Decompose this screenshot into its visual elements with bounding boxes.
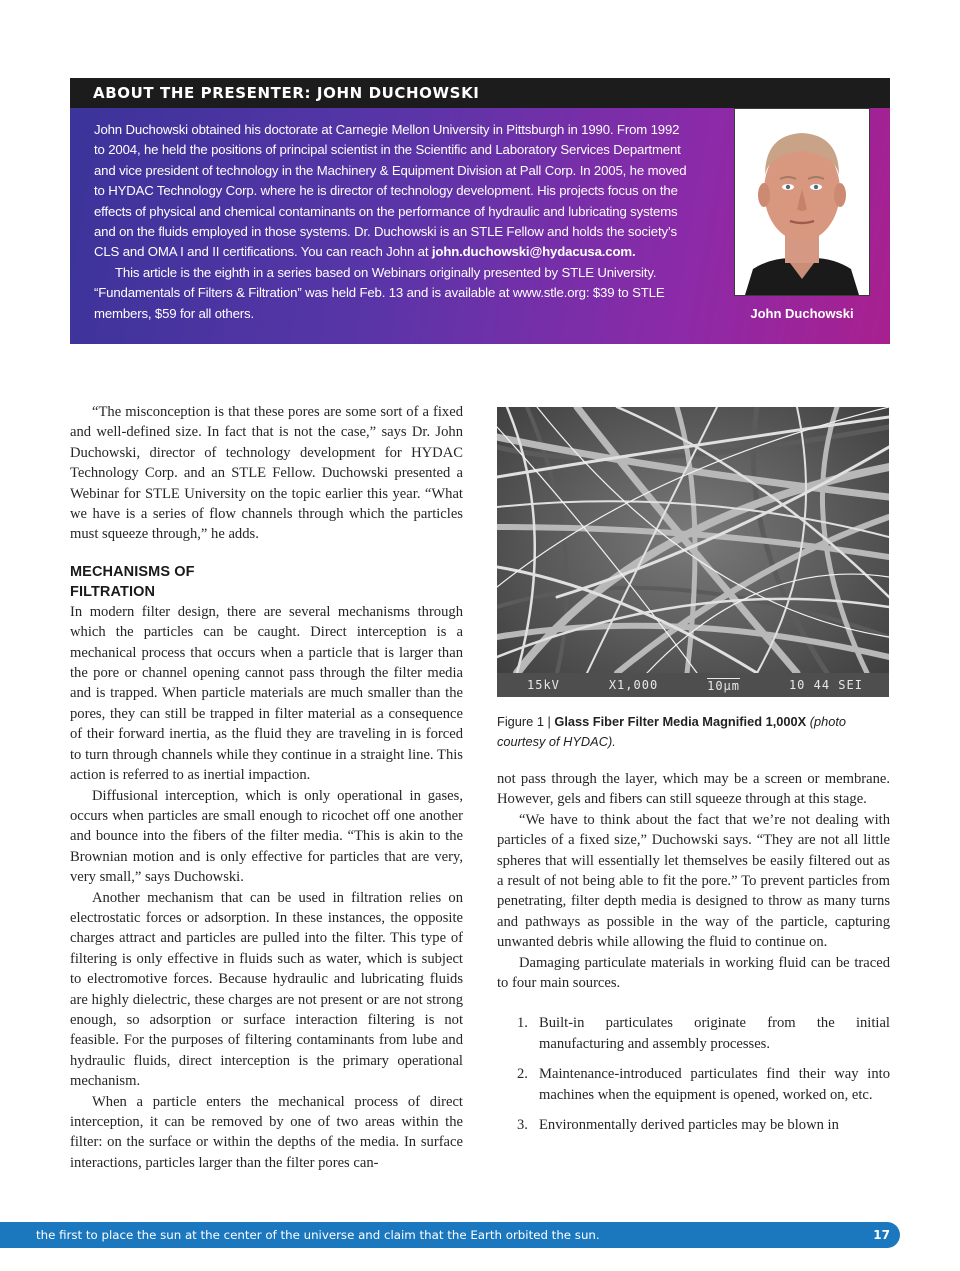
paragraph-mechanical-process: When a particle enters the mechanical process of direct interception, it can be removed by one of two areas within the filter: on the surface or within the depths of the media. In surface interactions, particles larger than the filter pores can-	[70, 1093, 463, 1171]
page-number: 17	[873, 1228, 890, 1242]
paragraph-surface: not pass through the layer, which may be a screen or membrane. However, gels and fibers can still squeeze through at this stage.	[497, 771, 890, 808]
photo-caption: John Duchowski	[750, 306, 854, 321]
paragraph-sources: Damaging particulate materials in working fluid can be traced to four main sources.	[497, 954, 890, 992]
intro-paragraph: “The misconception is that these pores are some sort of a fixed and well-defined size. In fact that is not the case,” says Dr. John Duchowski, director of technology development for HYDAC Technology Corp. and an STLE Fellow. Duchowski presented a Webinar for STLE University on the topic earlier this year. “What we have is a series of flow channels through which the particles must squeeze through,” he adds.	[70, 404, 463, 543]
presenter-heading: ABOUT THE PRESENTER: JOHN DUCHOWSKI	[70, 78, 890, 108]
paragraph-diffusional: Diffusional interception, which is only operational in gases, occurs when particles are small enough to ricochet off one another and bounce into the fibers of the filter media. “This is akin to the Brownian motion and is only effective for particles that are very, very small,” says Duchowski.	[70, 787, 463, 886]
presenter-photo	[734, 108, 870, 296]
footer-text: the first to place the sun at the center of the universe and claim that the Earth orbited the sun.	[36, 1228, 600, 1242]
figure-caption	[497, 712, 891, 752]
sem-scale-bar: 10μm	[707, 678, 741, 693]
list-item: 1. Built-in particulates originate from the initial manufacturing and assembly processes.	[517, 1015, 890, 1052]
paragraph-direct-interception: In modern filter design, there are several mechanisms through which the particles can be caught. Direct interception is a mechanical process that occurs when a particle that is larger than the pore or channel opening cannot pass through the filter media and is trapped. When particle materials are much smaller than the pores, they can still be trapped in filter material as a consequence of their forward inertia, as the fluid they are traveling in is forced to turn through channels while they continue in a straight line. This action is referred to as inertial impaction.	[70, 603, 463, 784]
sources-list	[497, 1013, 890, 1135]
series-note: This article is the eighth in a series based on Webinars originally presented by STLE University. “Fundamentals of Filters & Filtration” was held Feb. 13 and is available at www.stle.org: $39 to STLE members, $59 for all others.	[94, 264, 665, 321]
email-link[interactable]: john.duchowski@hydacusa.com.	[431, 244, 636, 260]
sem-info-bar	[497, 673, 889, 697]
figure-title: Glass Fiber Filter Media Magnified 1,000X	[554, 714, 807, 729]
figure-credit: (photo courtesy of HYDAC).	[497, 714, 846, 749]
list-item: 3. Environmentally derived particles may be blown in	[517, 1117, 839, 1134]
presenter-bio	[94, 120, 692, 324]
left-column	[70, 402, 463, 1173]
section-heading: MECHANISMS OF FILTRATION	[70, 563, 195, 600]
sem-figure	[497, 407, 889, 697]
fiber-micrograph	[497, 407, 889, 697]
bio-paragraph: John Duchowski obtained his doctorate at Carnegie Mellon University in Pittsburgh in 1990. From 1992 to 2004, he held the positions of principal scientist in the Scientific and Laboratory Services Department and vice president of technology in the Machinery & Equipment Division at Pall Corp. In 2005, he moved to HYDAC Technology Corp. where he is director of technology development. His projects focus on the effects of physical and chemical contaminants on the performance of hydraulic and lubricating systems and on the fluids employed in those systems. Dr. Duchowski is an STLE Fellow and holds the society’s CLS and OMA I and II certifications. You can reach John at john.duchowski@hydacusa.com.	[94, 122, 687, 260]
footer-bar	[0, 1222, 900, 1248]
sem-magnification: X1,000	[608, 678, 659, 692]
sem-image-id: 10 44 SEI	[788, 678, 863, 692]
paragraph-electrostatic: Another mechanism that can be used in filtration relies on electrostatic forces or adsorption. In these instances, the opposite charges attract and particles are pulled into the filter. This type of filtering is only effective in fluids such as water, which is subject to electromotive forces. Because hydraulic and lubricating fluids are highly dielectric, these charges are not present or are not strong enough, so adsorption or surface interaction filtering is not feasible. For the purposes of filtering contaminants from lube and hydraulic fluids, direct interception is the primary operational mechanism.	[70, 889, 463, 1090]
list-item: 2. Maintenance-introduced particulates find their way into machines when the equipment is opened, worked on, etc.	[517, 1066, 890, 1103]
figure-label: Figure 1 |	[497, 714, 555, 729]
paragraph-fixed-size: “We have to think about the fact that we’re not dealing with particles of a fixed size,” Duchowski says. “They are not all little spheres that will essentially let themselves be easily filtered out as a result of not being able to fit the pore.” To prevent particles from penetrating, filter depth media is designed to throw as many turns and pathways as possible in the way of the particle, capturing unwanted debris while allowing the fluid to continue on.	[497, 811, 890, 951]
right-column	[497, 769, 890, 1146]
presenter-box	[70, 78, 890, 344]
portrait-image	[735, 109, 869, 295]
sem-voltage: 15kV	[527, 678, 560, 692]
